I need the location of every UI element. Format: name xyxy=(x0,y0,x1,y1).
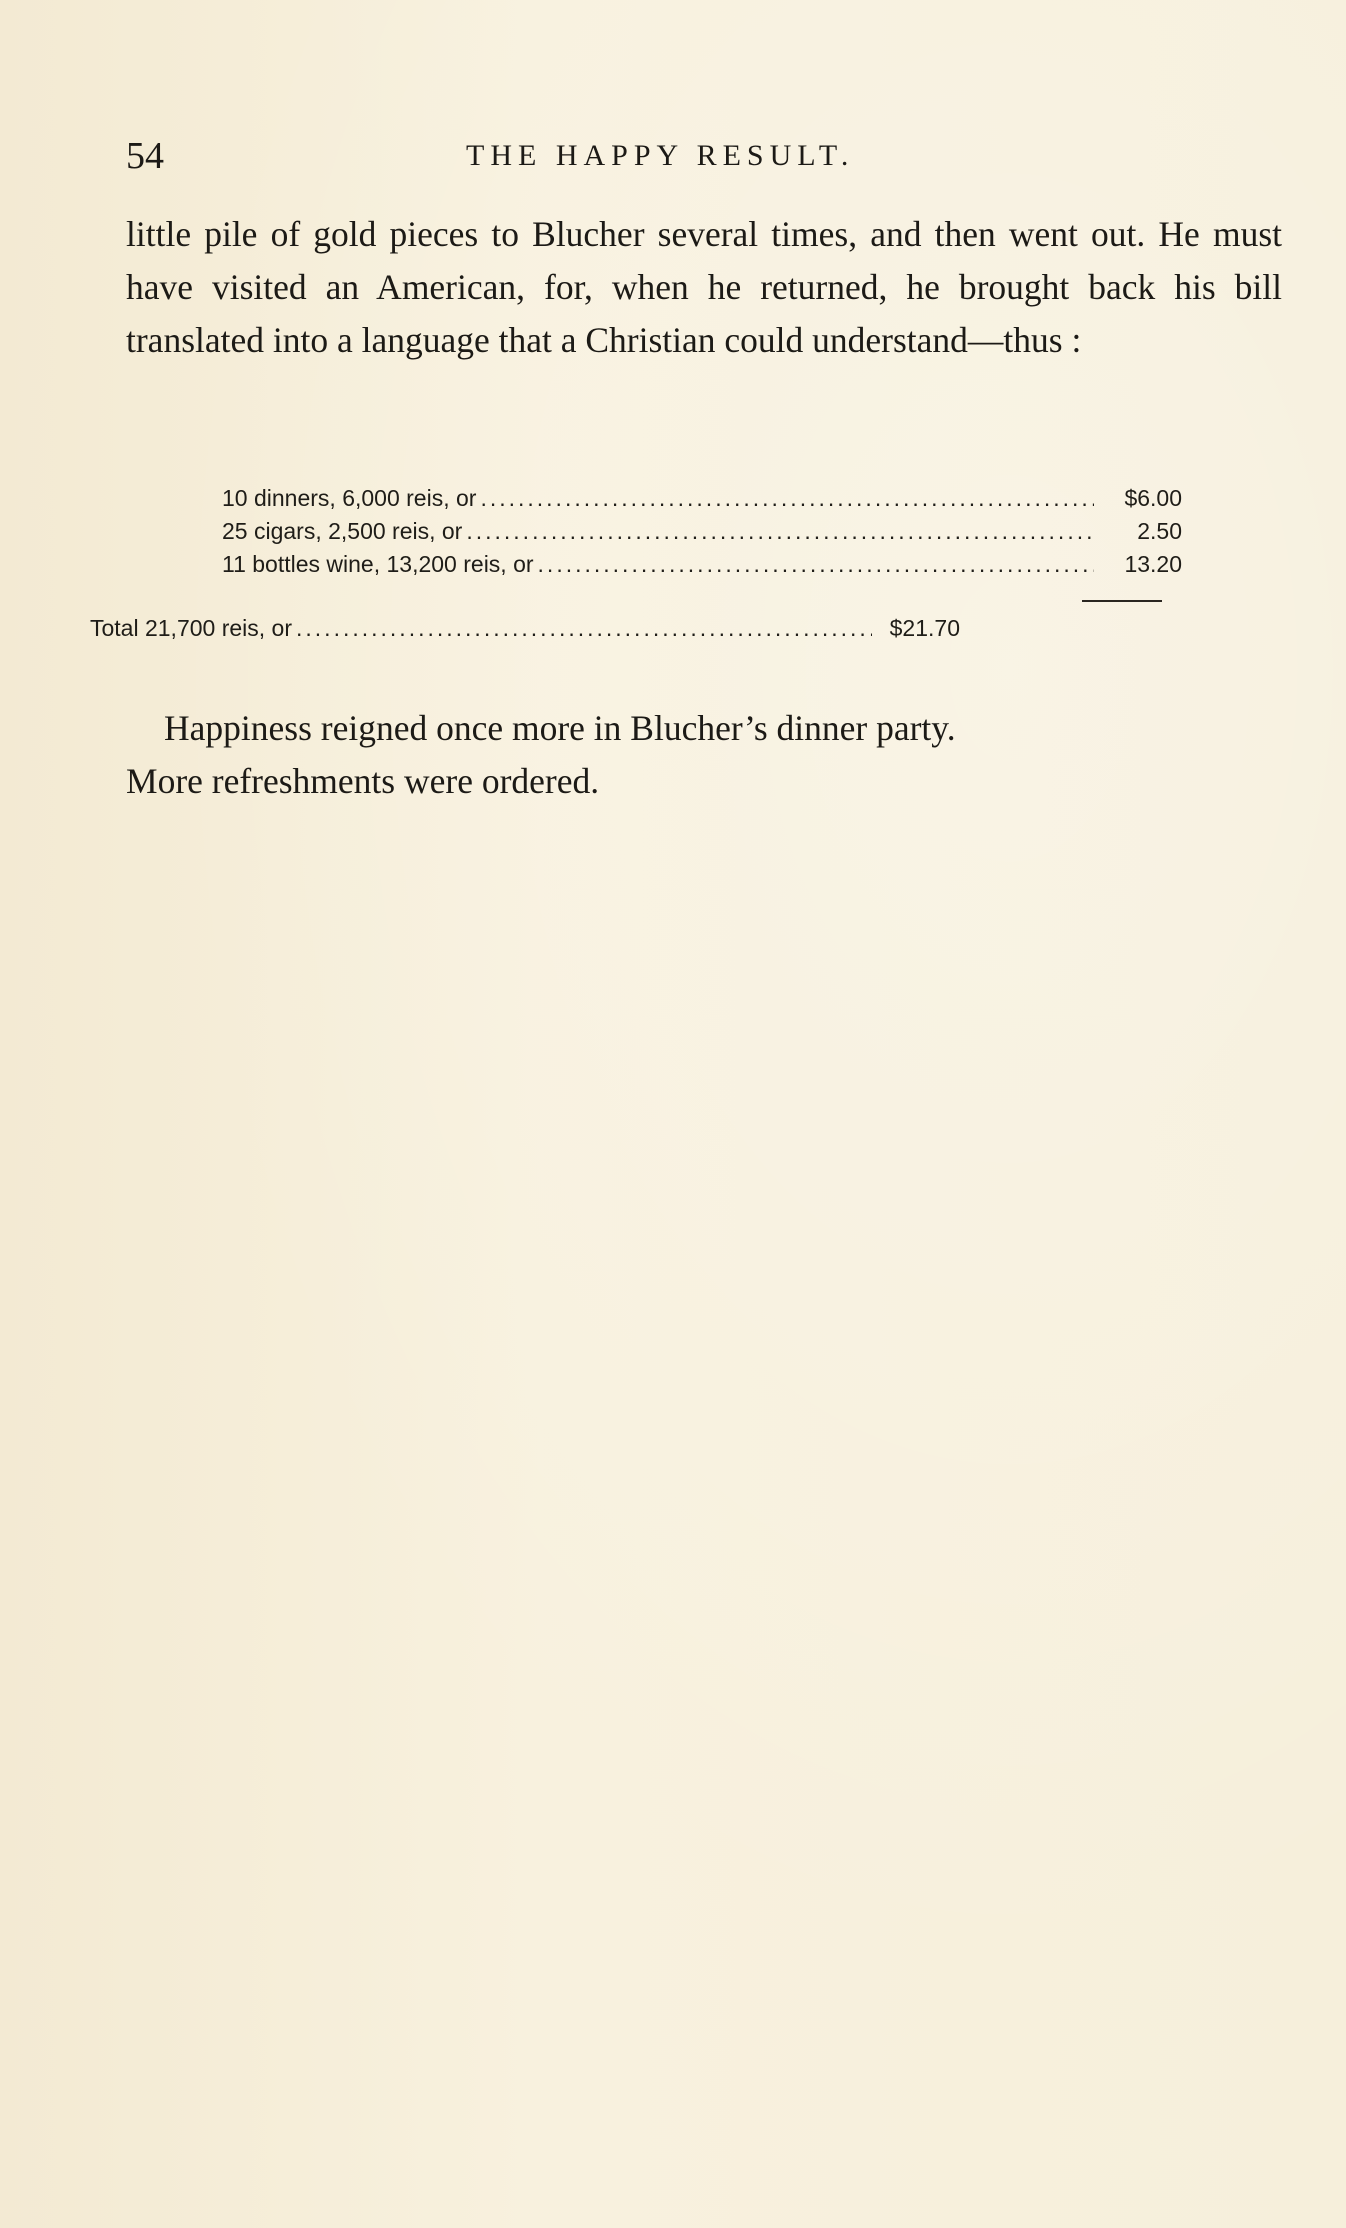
closing-paragraph xyxy=(126,702,1282,808)
bill-row xyxy=(222,482,1182,515)
dot-leader xyxy=(296,612,872,645)
bill-item-label: 25 cigars, 2,500 reis, or xyxy=(222,518,463,544)
bill-total-row xyxy=(90,612,960,645)
bill-item-amount: $6.00 xyxy=(1124,485,1182,511)
dot-leader xyxy=(466,515,1094,548)
bill-total xyxy=(90,612,960,645)
bill-item-amount: 2.50 xyxy=(1137,518,1182,544)
bill-item-amount: 13.20 xyxy=(1124,551,1182,577)
dot-leader xyxy=(538,548,1094,581)
body-paragraph: little pile of gold pieces to Blucher several times, and then went out. He must have visited an American, for, when he returned, he brought back his bill translated into a language that a Christian could understand—thus : xyxy=(126,214,1282,360)
bill-row xyxy=(222,548,1182,581)
bill-item-label: 10 dinners, 6,000 reis, or xyxy=(222,485,477,511)
bill-row xyxy=(222,515,1182,548)
page-number: 54 xyxy=(126,135,164,177)
page-header xyxy=(126,126,1266,186)
bill-total-label: Total 21,700 reis, or xyxy=(90,615,293,641)
dot-leader xyxy=(480,482,1094,515)
bill-total-amount: $21.70 xyxy=(889,615,960,641)
bill-table xyxy=(222,482,1182,581)
closing-line-1: Happiness reigned once more in Blucher’s dinner party. xyxy=(164,708,956,748)
running-head: THE HAPPY RESULT. xyxy=(466,139,855,172)
total-rule xyxy=(1082,600,1162,602)
bill-item-label: 11 bottles wine, 13,200 reis, or xyxy=(222,551,534,577)
closing-line-2: More refreshments were ordered. xyxy=(126,761,600,801)
